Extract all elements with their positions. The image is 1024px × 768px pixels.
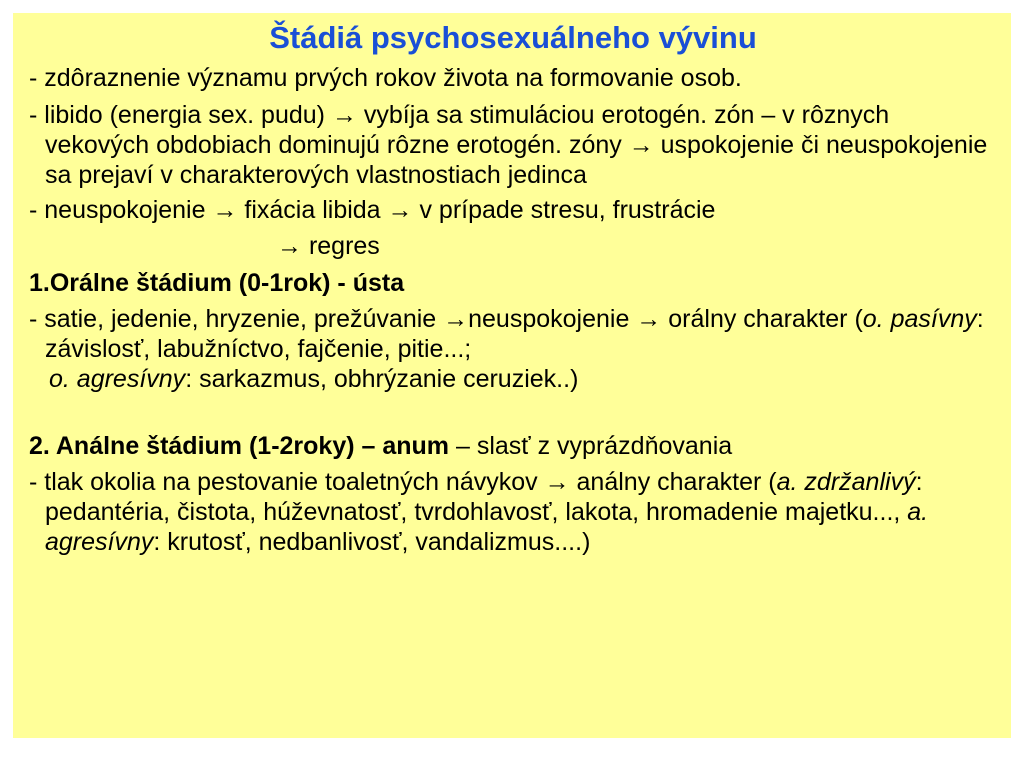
stage2-text-part2: : pedantéria, čistota, húževnatosť, tvrdohlavosť, lakota, hromadenie majetku..., [45,468,923,526]
stage1-text-part2: : závislosť, labužníctvo, fajčenie, pitie...; [45,305,984,363]
stage1-text-em1: o. pasívny [862,305,977,333]
stage1-text [29,304,997,394]
stage1-heading: 1.Orálne štádium (0-1rok) - ústa [29,269,405,297]
stage2-heading-bold: 2. Análne štádium (1-2roky) – anum [29,432,450,460]
stage2-text-part3: : krutosť, nedbanlivosť, vandalizmus....) [153,528,591,556]
intro-line-3: - neuspokojenie → fixácia libida → v prípade stresu, frustrácie [29,196,716,224]
slide [13,13,1011,738]
stage1-text-line3 [45,365,578,393]
stage1-text-part1: - satie, jedenie, hryzenie, prežúvanie →neuspokojenie → orálny charakter ( [29,305,863,333]
slide-title: Štádiá psychosexuálneho vývinu [269,20,757,55]
stage2-text-part1: - tlak okolia na pestovanie toaletných návykov → análny charakter ( [29,468,777,496]
stage1-text-em2: o. agresívny [49,365,186,393]
regres-line: → regres [277,232,380,260]
spacer [29,399,997,431]
stage1-text-part4: : sarkazmus, obhrýzanie ceruziek..) [185,365,579,393]
stage2-heading [29,431,997,462]
stage2-text-em1: a. zdržanlivý [776,468,916,496]
stage2-text-em2: a. agresívny [45,498,929,556]
stage2-heading-normal: – slasť z vyprázdňovania [449,432,733,460]
intro-line-1: - zdôraznenie významu prvých rokov života na formovanie osob. [29,64,742,92]
stage2-text [29,467,997,557]
intro-line-2: - libido (energia sex. pudu) → vybíja sa stimuláciou erotogén. zón – v rôznych vekových obdobiach dominujú rôzne erotogén. zóny → uspokojenie či neuspokojenie sa prejaví v charakterových vlastnostiach jedinca [29,101,988,189]
